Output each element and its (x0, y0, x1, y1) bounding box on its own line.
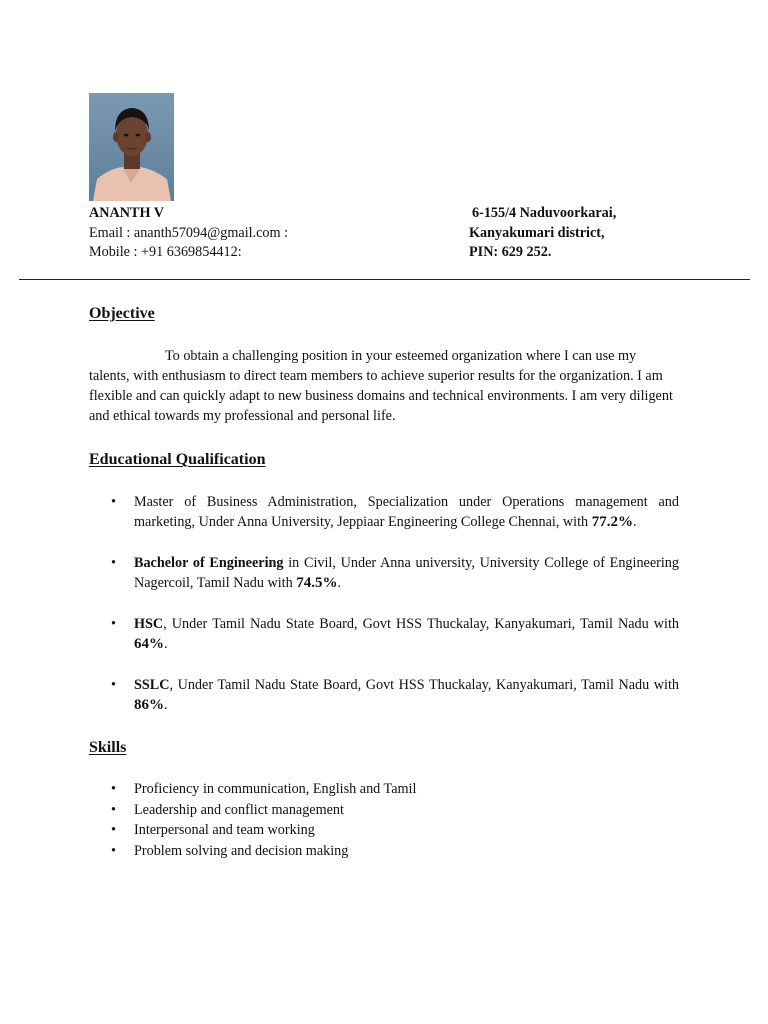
objective-heading: Objective (89, 305, 155, 322)
bullet-icon: • (111, 616, 116, 632)
bullet-icon: • (111, 555, 116, 571)
profile-photo (89, 93, 174, 201)
education-item-score: 64% (134, 636, 164, 652)
candidate-name: ANANTH V (89, 205, 165, 221)
objective-text: To obtain a challenging position in your esteemed organization where I can use my talents, with enthusiasm to direct team members to achieve superior results for the organization. I am flexible and can quickly adapt to new business domains and technical environments. I am very diligent and ethical towards my professional and personal life. (89, 348, 673, 424)
skills-heading: Skills (89, 739, 127, 756)
education-item-score: 74.5% (296, 575, 338, 591)
address-line-2: Kanyakumari district, (469, 224, 605, 241)
skill-item (89, 841, 679, 862)
skill-text: Proficiency in communication, English and Tamil (134, 781, 417, 797)
education-list (89, 492, 679, 736)
education-item-end: . (164, 636, 168, 652)
bullet-icon: • (111, 781, 116, 797)
skill-item (89, 779, 679, 800)
mobile-line: Mobile : +91 6369854412: (89, 244, 242, 260)
skill-item (89, 820, 679, 841)
education-item (89, 675, 679, 715)
education-item-degree: SSLC (134, 677, 170, 693)
skill-text: Problem solving and decision making (134, 842, 349, 859)
bullet-icon: • (111, 842, 116, 859)
skill-text: Interpersonal and team working (134, 822, 315, 838)
bullet-icon: • (111, 801, 116, 818)
education-item (89, 614, 679, 654)
address-line-1: 6-155/4 Naduvoorkarai, (472, 205, 617, 221)
education-item-end: . (632, 514, 637, 530)
skill-item (89, 800, 679, 821)
education-item-text: in Civil, Under Anna university, University College of Engineering Nagercoil, Tamil Nadu with (134, 555, 679, 591)
education-item-text: , Under Tamil Nadu State Board, Govt HSS Thuckalay, Kanyakumari, Tamil Nadu with (163, 616, 679, 632)
address-block (469, 204, 616, 263)
education-item-score: 77.2% (591, 514, 633, 530)
address-line-3: PIN: 629 252. (469, 244, 552, 260)
education-item-degree: Bachelor of Engineering (134, 555, 284, 571)
education-item-degree: HSC (134, 616, 164, 632)
education-heading: Educational Qualification (89, 451, 266, 468)
education-item-text: , Under Tamil Nadu State Board, Govt HSS Thuckalay, Kanyakumari, Tamil Nadu with (169, 677, 679, 693)
bullet-icon: • (111, 677, 116, 693)
skills-list (89, 779, 679, 861)
education-item (89, 492, 679, 532)
education-item (89, 553, 679, 593)
email-line: Email : ananth57094@gmail.com : (89, 224, 289, 241)
bullet-icon: • (111, 494, 116, 510)
education-item-score: 86% (134, 697, 164, 713)
bullet-icon: • (111, 822, 116, 838)
education-item-end: . (164, 697, 168, 713)
education-item-text: Master of Business Administration, Specialization under Operations management and marketing, Under Anna University, Jeppiaar Engineering College Chennai, with (134, 494, 679, 530)
skill-text: Leadership and conflict management (134, 801, 344, 818)
contact-left (89, 204, 288, 263)
education-item-end: . (337, 575, 342, 591)
section-divider (19, 279, 750, 280)
